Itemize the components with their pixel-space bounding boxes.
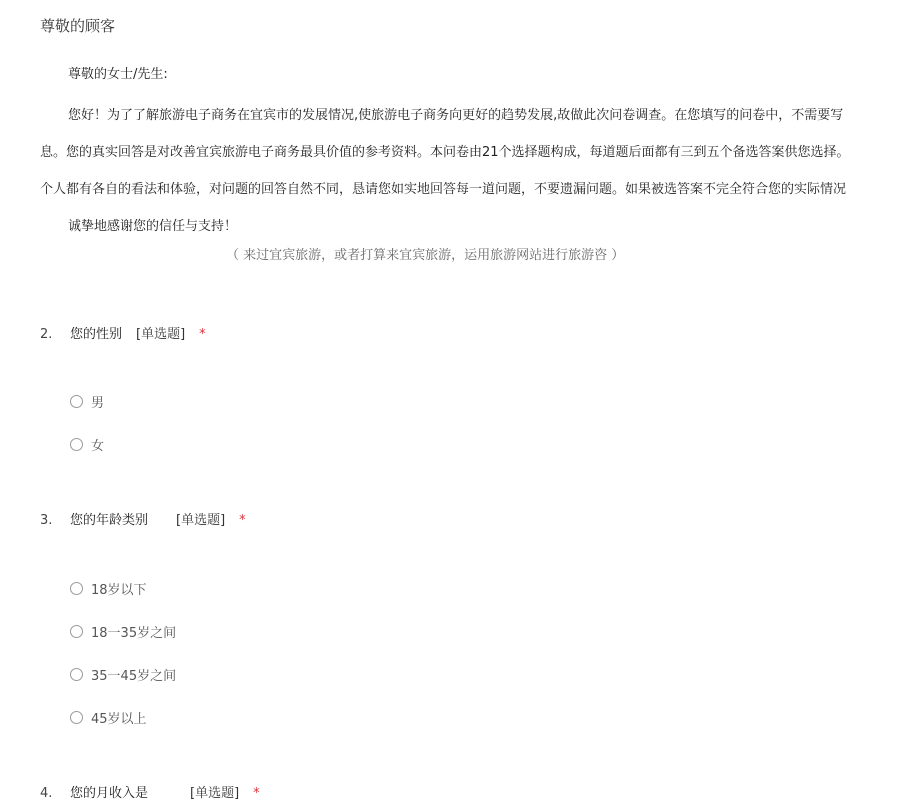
option-label: 45岁以上 — [91, 712, 147, 727]
radio-option-under-18[interactable] — [70, 582, 147, 600]
salutation: 尊敬的女士/先生: — [68, 67, 168, 82]
radio-option-female[interactable] — [70, 438, 104, 456]
question-type-badge: [单选题] — [136, 327, 186, 342]
question-number: 4. — [40, 786, 53, 800]
required-mark: * — [253, 786, 260, 800]
question-type-badge: [单选题] — [190, 786, 240, 800]
question-type-badge: [单选题] — [176, 513, 226, 528]
survey-note: （ 来过宜宾旅游，或者打算来宜宾旅游，运用旅游网站进行旅游咨 ） — [226, 248, 625, 263]
radio-button-icon[interactable] — [70, 668, 83, 681]
option-label: 18岁以下 — [91, 583, 147, 598]
option-label: 女 — [91, 439, 105, 454]
question-monthly-income — [40, 784, 880, 800]
question-number: 3. — [40, 513, 53, 528]
required-mark: * — [239, 513, 246, 528]
radio-option-18-35[interactable] — [70, 625, 176, 643]
page-title: 尊敬的顾客 — [40, 17, 116, 35]
radio-button-icon[interactable] — [70, 438, 83, 451]
radio-button-icon[interactable] — [70, 711, 83, 724]
radio-button-icon[interactable] — [70, 582, 83, 595]
thanks-text: 诚挚地感谢您的信任与支持！ — [68, 219, 238, 234]
option-label: 35一45岁之间 — [91, 669, 177, 684]
question-text: 您的年龄类别 — [70, 513, 149, 528]
question-text: 您的月收入是 — [70, 786, 149, 800]
radio-button-icon[interactable] — [70, 625, 83, 638]
survey-introduction — [40, 64, 900, 263]
option-label: 男 — [91, 396, 105, 411]
question-title — [40, 511, 880, 531]
question-title — [40, 784, 880, 800]
radio-button-icon[interactable] — [70, 395, 83, 408]
radio-option-over-45[interactable] — [70, 711, 147, 729]
option-label: 18一35岁之间 — [91, 626, 177, 641]
question-age — [40, 511, 880, 727]
question-number: 2. — [40, 327, 53, 342]
radio-option-male[interactable] — [70, 395, 104, 413]
intro-line: 您好！为了了解旅游电子商务在宜宾市的发展情况,使旅游电子商务向更好的趋势发展,故做此次问卷调查。在您填写的问卷中，不需要写 — [68, 108, 844, 123]
intro-line: 个人都有各自的看法和体验，对问题的回答自然不同，恳请您如实地回答每一道问题，不要遗漏问题。如果被选答案不完全符合您的实际情况 — [40, 182, 847, 197]
required-mark: * — [199, 327, 206, 342]
intro-line: 息。您的真实回答是对改善宜宾旅游电子商务最具价值的参考资料。本问卷由21个选择题构成，每道题后面都有三到五个备选答案供您选择。 — [40, 145, 850, 160]
radio-option-35-45[interactable] — [70, 668, 176, 686]
question-title — [40, 325, 880, 345]
question-gender — [40, 325, 880, 454]
question-text: 您的性别 — [70, 327, 123, 342]
